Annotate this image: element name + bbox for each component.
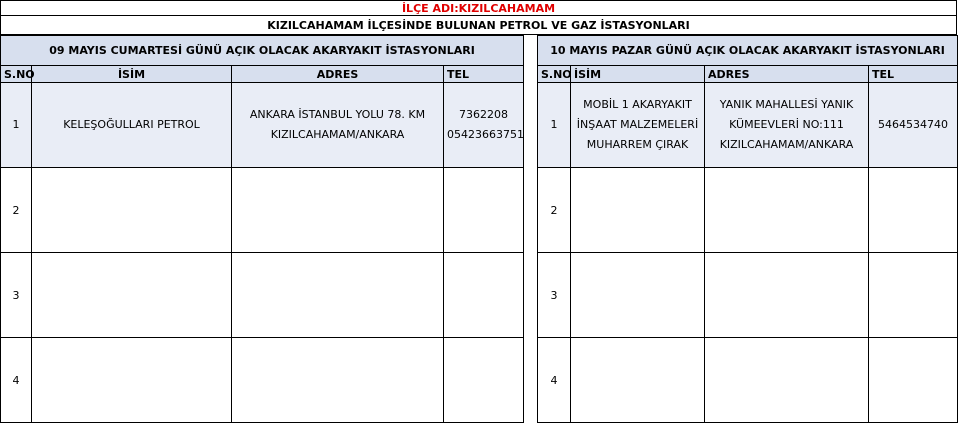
row-number: 3 (538, 253, 571, 338)
column-header-no: S.NO (1, 66, 32, 83)
station-tel-1: 7362208 (459, 108, 509, 121)
sunday-stations-table (537, 35, 958, 423)
sheet-subtitle: KIZILCAHAMAM İLÇESİNDE BULUNAN PETROL VE GAZ İSTASYONLARI (0, 16, 957, 35)
table-row (538, 83, 958, 168)
row-number: 4 (1, 338, 32, 423)
station-name: MOBİL 1 AKARYAKIT İNŞAAT MALZEMELERİ MUHARREM ÇIRAK (571, 83, 705, 168)
column-header-tel: TEL (869, 66, 958, 83)
station-tel-2: 05423663751 (447, 128, 524, 141)
station-name: KELEŞOĞULLARI PETROL (32, 83, 232, 168)
column-header-name: İSİM (571, 66, 705, 83)
row-number: 2 (1, 168, 32, 253)
row-number: 1 (538, 83, 571, 168)
row-number: 3 (1, 253, 32, 338)
table-row (538, 338, 958, 423)
column-header-tel: TEL (444, 66, 524, 83)
column-header-address: ADRES (232, 66, 444, 83)
saturday-table-title: 09 MAYIS CUMARTESİ GÜNÜ AÇIK OLACAK AKARYAKIT İSTASYONLARI (1, 36, 524, 66)
saturday-stations-table (0, 35, 524, 423)
table-row (1, 338, 524, 423)
column-header-address: ADRES (705, 66, 869, 83)
table-row (1, 83, 524, 168)
district-title: İLÇE ADI:KIZILCAHAMAM (0, 0, 957, 16)
station-address: YANIK MAHALLESİ YANIK KÜMEEVLERİ NO:111 KIZILCAHAMAM/ANKARA (705, 83, 869, 168)
column-header-name: İSİM (32, 66, 232, 83)
sunday-table-title: 10 MAYIS PAZAR GÜNÜ AÇIK OLACAK AKARYAKIT İSTASYONLARI (538, 36, 958, 66)
table-row (1, 253, 524, 338)
row-number: 1 (1, 83, 32, 168)
row-number: 2 (538, 168, 571, 253)
row-number: 4 (538, 338, 571, 423)
table-row (538, 253, 958, 338)
table-row (538, 168, 958, 253)
station-address: ANKARA İSTANBUL YOLU 78. KM KIZILCAHAMAM/ANKARA (232, 83, 444, 168)
column-header-no: S.NO (538, 66, 571, 83)
table-row (1, 168, 524, 253)
station-tel: 5464534740 (869, 83, 958, 168)
station-tel (444, 83, 524, 168)
